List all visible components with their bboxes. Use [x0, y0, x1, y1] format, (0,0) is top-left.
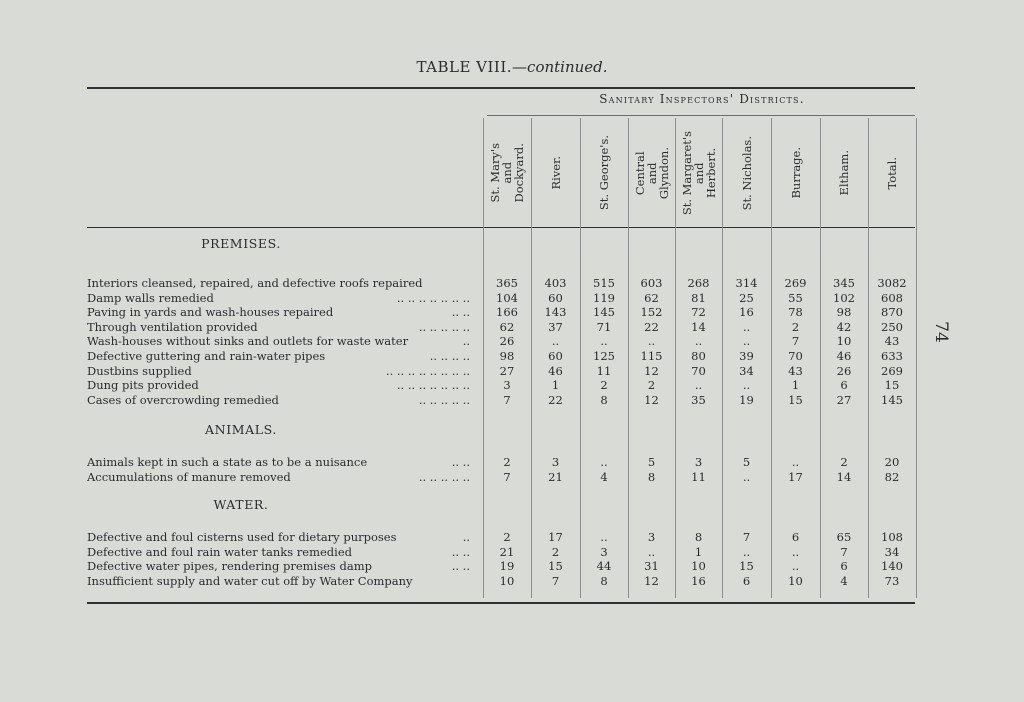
- row-label: Damp walls remedied: [87, 290, 214, 305]
- cell-st-margarets-herbert: 3: [694, 455, 703, 469]
- cell-st-georges: 71: [596, 319, 612, 334]
- table-row: [0, 393, 920, 407]
- cell-st-margarets-herbert: 80: [691, 349, 706, 363]
- cell-burrage: 15: [788, 392, 803, 407]
- cell-central-glyndon: 62: [644, 290, 659, 305]
- table-row: [0, 559, 920, 573]
- cell-st-margarets-herbert: 10: [691, 559, 706, 574]
- table-row: [0, 320, 920, 334]
- cell-river: 2: [551, 544, 560, 559]
- cell-st-marys-dockyard: 27: [499, 363, 515, 378]
- table-row: [0, 349, 920, 363]
- cell-river: ..: [551, 334, 560, 349]
- page-number: 74: [930, 321, 951, 343]
- cell-eltham: 26: [836, 363, 852, 378]
- row-label: Cases of overcrowding remedied: [87, 392, 279, 407]
- column-header-label: St. Nicholas.: [739, 135, 754, 211]
- cell-central-glyndon: ..: [647, 334, 656, 349]
- row-leader-dots: .. ..: [451, 455, 470, 469]
- cell-river: 46: [548, 363, 563, 378]
- cell-river: 143: [544, 305, 567, 320]
- column-header-total: [868, 120, 916, 226]
- cell-eltham: 6: [840, 378, 848, 393]
- cell-st-georges: 3: [600, 544, 608, 559]
- cell-burrage: 1: [791, 378, 800, 393]
- cell-eltham: 42: [836, 319, 852, 334]
- cell-st-margarets-herbert: ..: [694, 378, 703, 393]
- cell-total: 870: [881, 305, 903, 320]
- cell-st-nicholas: ..: [742, 334, 751, 349]
- cell-total: 140: [881, 559, 903, 574]
- cell-burrage: ..: [791, 559, 800, 574]
- row-leader-dots: .. .. .. .. .. .. .. ..: [385, 363, 470, 378]
- cell-burrage: 55: [788, 290, 803, 305]
- column-header-label: River.: [548, 156, 563, 190]
- cell-total: 73: [884, 573, 900, 588]
- cell-eltham: 7: [840, 544, 848, 559]
- cell-st-marys-dockyard: 10: [499, 573, 515, 588]
- row-leader-dots: .. .. .. .. .. .. ..: [396, 378, 470, 393]
- section-heading: WATER.: [213, 497, 269, 512]
- cell-st-marys-dockyard: 166: [496, 305, 518, 320]
- cell-river: 22: [548, 392, 563, 407]
- row-label: Animals kept in such a state as to be a nuisance: [87, 455, 368, 469]
- cell-burrage: 17: [788, 469, 803, 484]
- cell-st-nicholas: 5: [742, 455, 751, 469]
- cell-burrage: 6: [791, 530, 800, 544]
- cell-st-georges: ..: [600, 530, 608, 544]
- cell-burrage: ..: [791, 455, 800, 469]
- cell-st-margarets-herbert: 35: [691, 392, 706, 407]
- cell-st-marys-dockyard: 62: [499, 319, 515, 334]
- cell-st-marys-dockyard: 2: [503, 530, 511, 544]
- cell-eltham: 2: [840, 455, 848, 469]
- row-label: Defective guttering and rain-water pipes: [87, 349, 326, 363]
- table-row: [0, 364, 920, 378]
- cell-total: 34: [884, 544, 900, 559]
- cell-burrage: 7: [791, 334, 800, 349]
- cell-eltham: 10: [836, 334, 852, 349]
- row-leader-dots: .. ..: [451, 559, 470, 574]
- cell-eltham: 4: [840, 573, 848, 588]
- column-header-label: Total.: [885, 156, 899, 190]
- cell-central-glyndon: 12: [644, 392, 659, 407]
- cell-river: 37: [548, 319, 563, 334]
- column-header-central-glyndon: [628, 120, 675, 226]
- cell-st-margarets-herbert: 268: [687, 276, 710, 290]
- cell-st-margarets-herbert: 16: [691, 573, 706, 588]
- column-header-label: St. Margaret's and Herbert.: [679, 130, 718, 216]
- cell-river: 403: [544, 276, 567, 290]
- cell-central-glyndon: 5: [647, 455, 656, 469]
- cell-st-marys-dockyard: 3: [503, 378, 511, 393]
- cell-total: 269: [881, 363, 903, 378]
- cell-central-glyndon: 31: [644, 559, 659, 574]
- cell-st-margarets-herbert: 1: [694, 544, 703, 559]
- cell-river: 3: [551, 455, 560, 469]
- group-heading: Sanitary Inspectors' Districts.: [599, 92, 805, 106]
- top-rule: [87, 87, 915, 89]
- row-label: Wash-houses without sinks and outlets for waste water: [87, 334, 409, 349]
- row-leader-dots: .. .. .. ..: [429, 349, 470, 363]
- table-row: [0, 276, 920, 290]
- table-row: [0, 378, 920, 392]
- cell-st-marys-dockyard: 104: [496, 290, 518, 305]
- cell-st-georges: 2: [600, 378, 608, 393]
- cell-burrage: 10: [788, 573, 803, 588]
- row-leader-dots: .. ..: [451, 305, 470, 320]
- table-title-continued: —continued.: [512, 58, 608, 76]
- table-row: [0, 334, 920, 348]
- cell-burrage: ..: [791, 544, 800, 559]
- cell-st-margarets-herbert: 72: [691, 305, 706, 320]
- cell-eltham: 14: [836, 469, 852, 484]
- cell-st-nicholas: 15: [739, 559, 754, 574]
- cell-st-nicholas: 314: [735, 276, 758, 290]
- cell-st-marys-dockyard: 365: [496, 276, 518, 290]
- table-row: [0, 574, 920, 588]
- cell-st-nicholas: ..: [742, 319, 751, 334]
- cell-burrage: 269: [784, 276, 807, 290]
- cell-st-marys-dockyard: 2: [503, 455, 511, 469]
- cell-st-margarets-herbert: 8: [694, 530, 703, 544]
- row-label: Defective and foul cisterns used for dietary purposes: [87, 530, 397, 544]
- cell-total: 108: [881, 530, 903, 544]
- cell-eltham: 27: [836, 392, 852, 407]
- cell-st-georges: ..: [600, 334, 608, 349]
- cell-total: 15: [884, 378, 900, 393]
- cell-central-glyndon: 2: [647, 378, 656, 393]
- bottom-rule: [87, 602, 915, 604]
- row-label: Insufficient supply and water cut off by Water Company: [87, 573, 413, 588]
- column-header-st-georges: [580, 120, 628, 226]
- cell-burrage: 43: [788, 363, 803, 378]
- column-header-eltham: [820, 120, 868, 226]
- row-leader-dots: .. .. .. .. ..: [418, 469, 470, 484]
- cell-st-nicholas: 19: [739, 392, 754, 407]
- cell-burrage: 78: [788, 305, 803, 320]
- cell-st-georges: 44: [596, 559, 612, 574]
- cell-st-nicholas: 6: [742, 573, 751, 588]
- cell-st-nicholas: 25: [739, 290, 754, 305]
- cell-st-nicholas: 16: [739, 305, 754, 320]
- cell-central-glyndon: 12: [644, 363, 659, 378]
- column-header-label: St. George's.: [597, 135, 611, 211]
- table-row: [0, 305, 920, 319]
- cell-total: 43: [884, 334, 900, 349]
- column-header-st-nicholas: [722, 120, 771, 226]
- cell-st-georges: 8: [600, 392, 608, 407]
- cell-st-margarets-herbert: ..: [694, 334, 703, 349]
- cell-st-margarets-herbert: 11: [691, 469, 706, 484]
- row-label: Defective water pipes, rendering premises damp: [87, 559, 372, 574]
- row-leader-dots: ..: [462, 334, 470, 349]
- cell-total: 633: [881, 349, 903, 363]
- header-bottom-rule: [87, 227, 915, 228]
- table-title-main: TABLE VIII.: [416, 58, 513, 76]
- column-header-label: St. Mary's and Dockyard.: [488, 143, 526, 203]
- cell-st-marys-dockyard: 26: [499, 334, 515, 349]
- cell-river: 1: [551, 378, 560, 393]
- cell-central-glyndon: ..: [647, 544, 656, 559]
- cell-central-glyndon: 152: [640, 305, 663, 320]
- cell-central-glyndon: 603: [640, 276, 663, 290]
- row-leader-dots: .. .. .. .. .. .. ..: [396, 290, 470, 305]
- cell-eltham: 102: [833, 290, 855, 305]
- row-label: Accumulations of manure removed: [87, 469, 291, 484]
- cell-st-nicholas: ..: [742, 544, 751, 559]
- column-header-label: Burrage.: [788, 147, 803, 199]
- column-header-burrage: [771, 120, 820, 226]
- cell-river: 21: [548, 469, 563, 484]
- cell-st-margarets-herbert: 14: [691, 319, 706, 334]
- table-title: [0, 58, 1024, 76]
- cell-eltham: 46: [836, 349, 852, 363]
- row-leader-dots: .. .. .. .. ..: [418, 392, 470, 407]
- table-row: [0, 470, 920, 484]
- group-heading-rule: [487, 115, 915, 116]
- row-leader-dots: ..: [462, 530, 470, 544]
- cell-total: 250: [881, 319, 903, 334]
- cell-central-glyndon: 8: [647, 469, 656, 484]
- cell-st-georges: 515: [593, 276, 615, 290]
- cell-river: 60: [548, 290, 563, 305]
- cell-total: 82: [884, 469, 900, 484]
- cell-st-georges: 4: [600, 469, 608, 484]
- cell-st-marys-dockyard: 7: [503, 469, 511, 484]
- column-header-river: [531, 120, 580, 226]
- cell-st-margarets-herbert: 81: [691, 290, 706, 305]
- table-row: [0, 291, 920, 305]
- cell-st-georges: 145: [593, 305, 615, 320]
- cell-eltham: 98: [836, 305, 852, 320]
- cell-eltham: 65: [836, 530, 852, 544]
- column-header-label: Central and Glyndon.: [632, 146, 671, 200]
- row-leader-dots: .. .. .. .. ..: [418, 319, 470, 334]
- section-heading: PREMISES.: [201, 236, 281, 251]
- cell-st-georges: 119: [593, 290, 615, 305]
- cell-total: 20: [884, 455, 900, 469]
- table-row: [0, 530, 920, 544]
- cell-st-nicholas: 34: [739, 363, 754, 378]
- column-header-label: Eltham.: [837, 150, 851, 196]
- cell-central-glyndon: 22: [644, 319, 659, 334]
- cell-total: 3082: [877, 276, 907, 290]
- cell-burrage: 2: [791, 319, 800, 334]
- cell-burrage: 70: [788, 349, 803, 363]
- cell-st-marys-dockyard: 98: [499, 349, 515, 363]
- cell-total: 608: [881, 290, 903, 305]
- section-heading: ANIMALS.: [205, 422, 277, 437]
- table-row: [0, 455, 920, 469]
- row-label: Defective and foul rain water tanks remedied: [87, 544, 352, 559]
- cell-st-marys-dockyard: 19: [499, 559, 515, 574]
- cell-st-marys-dockyard: 21: [499, 544, 515, 559]
- cell-river: 15: [548, 559, 563, 574]
- cell-eltham: 6: [840, 559, 848, 574]
- cell-central-glyndon: 3: [647, 530, 656, 544]
- row-label: Interiors cleansed, repaired, and defective roofs repaired: [87, 276, 423, 290]
- column-header-st-marys-dockyard: [483, 120, 531, 226]
- cell-st-marys-dockyard: 7: [503, 392, 511, 407]
- cell-st-nicholas: ..: [742, 378, 751, 393]
- cell-st-nicholas: ..: [742, 469, 751, 484]
- row-label: Through ventilation provided: [87, 319, 258, 334]
- cell-eltham: 345: [833, 276, 855, 290]
- cell-st-nicholas: 7: [742, 530, 751, 544]
- cell-st-georges: ..: [600, 455, 608, 469]
- row-label: Paving in yards and wash-houses repaired: [87, 305, 334, 320]
- column-header-st-margarets-herbert: [675, 120, 722, 226]
- cell-st-nicholas: 39: [739, 349, 754, 363]
- cell-st-georges: 125: [593, 349, 615, 363]
- cell-central-glyndon: 115: [640, 349, 663, 363]
- cell-river: 17: [548, 530, 563, 544]
- cell-river: 60: [548, 349, 563, 363]
- cell-st-georges: 11: [596, 363, 612, 378]
- row-leader-dots: .. ..: [451, 544, 470, 559]
- cell-st-margarets-herbert: 70: [691, 363, 706, 378]
- cell-central-glyndon: 12: [644, 573, 659, 588]
- row-label: Dustbins supplied: [87, 363, 192, 378]
- cell-river: 7: [551, 573, 560, 588]
- cell-total: 145: [881, 392, 903, 407]
- table-row: [0, 545, 920, 559]
- row-label: Dung pits provided: [87, 378, 199, 393]
- cell-st-georges: 8: [600, 573, 608, 588]
